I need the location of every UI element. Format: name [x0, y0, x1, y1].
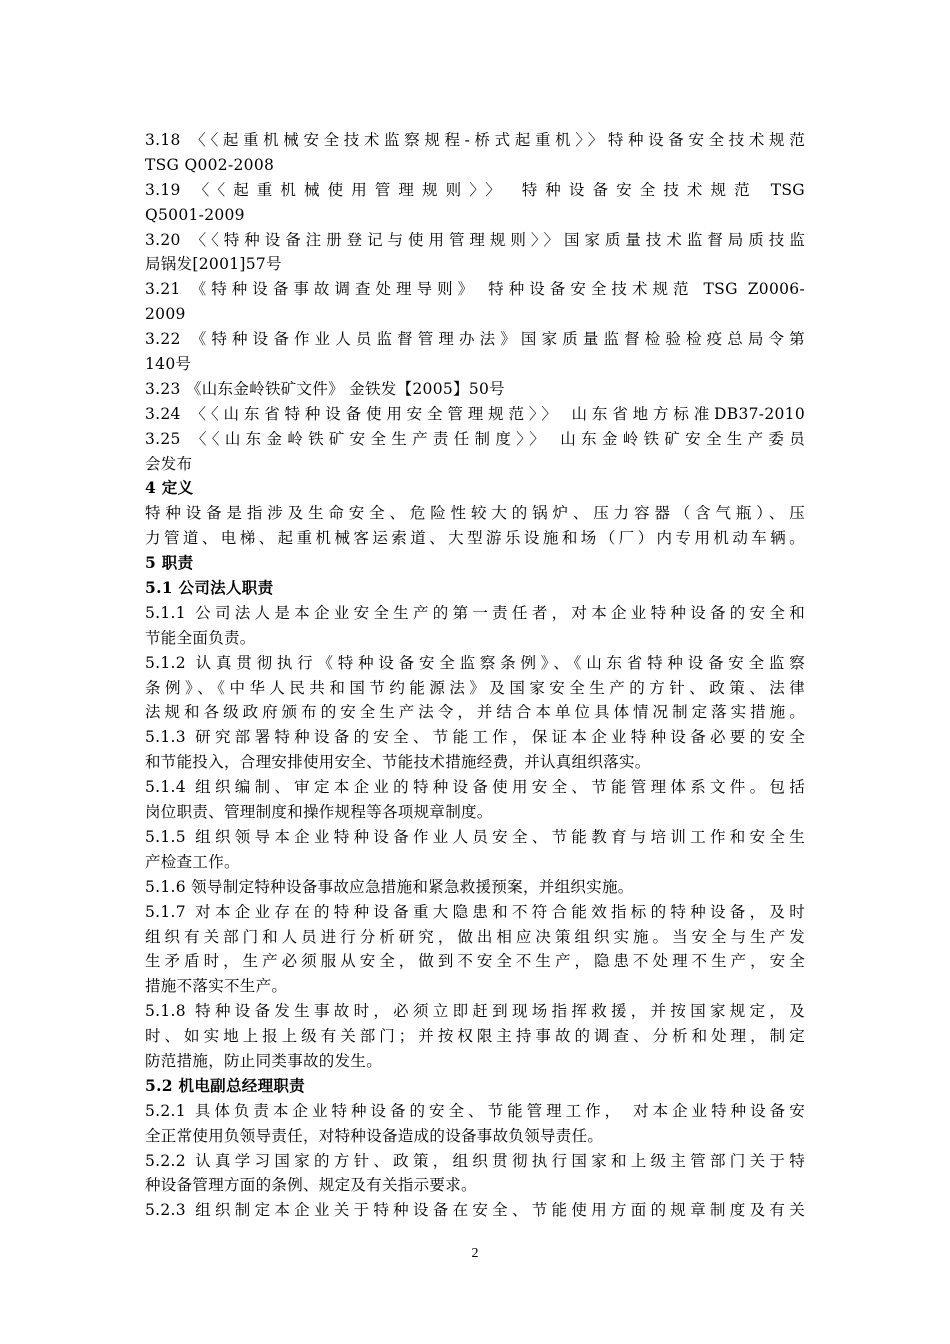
text-line: 特种设备是指涉及生命安全、危险性较大的锅炉、压力容器（含气瓶）、压 [145, 504, 805, 523]
text-line: 3.21 《特种设备事故调查处理导则》 特种设备安全技术规范 TSG Z0006- [145, 280, 805, 299]
text-line: 140号 [145, 355, 192, 374]
text-line: 和节能投入，合理安排使用安全、节能技术措施经费，并认真组织落实。 [145, 753, 651, 772]
text-line: 3.19 〈〈起重机械使用管理规则〉〉 特种设备安全技术规范 TSG [145, 180, 805, 199]
text-line: 5.1.6 领导制定特种设备事故应急措施和紧急救援预案，并组织实施。 [145, 877, 634, 896]
text-line: 5.2.1 具体负责本企业特种设备的安全、节能管理工作， 对本企业特种设备安 [145, 1101, 805, 1120]
text-line: 节能全面负责。 [145, 628, 256, 647]
text-line: Q5001-2009 [145, 205, 245, 224]
text-line: 5.1.3 研究部署特种设备的安全、节能工作，保证本企业特种设备必要的安全 [145, 728, 805, 747]
section-heading: 4 定义 [145, 478, 194, 498]
section-heading: 5.1 公司法人职责 [145, 578, 274, 598]
text-line: 全正常使用负领导责任，对特种设备造成的设备事故负领导责任。 [145, 1126, 604, 1145]
text-line: 5.1.2 认真贯彻执行《特种设备安全监察条例》、《山东省特种设备安全监察 [145, 653, 805, 672]
text-line: 防范措施，防止同类事故的发生。 [145, 1051, 383, 1070]
text-line: 3.24 〈〈山东省特种设备使用安全管理规范〉〉 山东省地方标准DB37-2010 [145, 404, 805, 423]
text-line: 岗位职责、管理制度和操作规程等各项规章制度。 [145, 803, 493, 822]
text-line: 力管道、电梯、起重机械客运索道、大型游乐设施和场（厂）内专用机动车辆。 [145, 529, 805, 548]
text-line: 种设备管理方面的条例、规定及有关指示要求。 [145, 1176, 477, 1195]
document-body [145, 128, 805, 1223]
text-line: 3.18 〈〈起重机械安全技术监察规程-桥式起重机〉〉特种设备安全技术规范 [145, 131, 805, 149]
text-line: 5.1.4 组织编制、审定本企业的特种设备使用安全、节能管理体系文件。包括 [145, 778, 805, 797]
text-line: 时、如实地上报上级有关部门；并按权限主持事故的调查、分析和处理，制定 [145, 1027, 805, 1046]
text-line: 组织有关部门和人员进行分析研究，做出相应决策组织实施。当安全与生产发 [145, 927, 805, 946]
text-line: 法规和各级政府颁布的安全生产法令，并结合本单位具体情况制定落实措施。 [145, 703, 805, 722]
text-line: 5.1.7 对本企业存在的特种设备重大隐患和不符合能效指标的特种设备，及时 [145, 902, 805, 921]
text-line: 局锅发[2001]57号 [145, 255, 282, 274]
text-line: 2009 [145, 305, 186, 324]
text-line: 5.2.3 组织制定本企业关于特种设备在安全、节能使用方面的规章制度及有关 [145, 1201, 805, 1220]
text-line: 会发布 [145, 454, 193, 473]
text-line: 5.2.2 认真学习国家的方针、政策，组织贯彻执行国家和上级主管部门关于特 [145, 1151, 805, 1170]
text-line: 条例》、《中华人民共和国节约能源法》及国家安全生产的方针、政策、法律 [145, 678, 805, 697]
page-number: 2 [471, 1246, 479, 1261]
text-line: 产检查工作。 [145, 852, 240, 871]
text-line: 3.20 〈〈特种设备注册登记与使用管理规则〉〉国家质量技术监督局质技监 [145, 230, 805, 249]
section-heading: 5.2 机电副总经理职责 [145, 1075, 305, 1095]
text-line: 3.25 〈〈山东金岭铁矿安全生产责任制度〉〉 山东金岭铁矿安全生产委员 [145, 429, 805, 448]
text-line: 生矛盾时，生产必须服从安全，做到不安全不生产，隐患不处理不生产，安全 [145, 952, 805, 971]
text-line: 3.23 《山东金岭铁矿文件》 金铁发【2005】50号 [145, 379, 505, 398]
text-line: 5.1.8 特种设备发生事故时，必须立即赶到现场指挥救援，并按国家规定，及 [145, 1002, 805, 1021]
text-line: 措施不落实不生产。 [145, 977, 288, 996]
text-line: 5.1.1 公司法人是本企业安全生产的第一责任者，对本企业特种设备的安全和 [145, 603, 805, 622]
section-heading: 5 职责 [145, 553, 194, 573]
text-line: 5.1.5 组织领导本企业特种设备作业人员安全、节能教育与培训工作和安全生 [145, 827, 805, 846]
text-line: 3.22 《特种设备作业人员监督管理办法》国家质量监督检验检疫总局令第 [145, 330, 805, 349]
text-line: TSG Q002-2008 [145, 155, 275, 174]
